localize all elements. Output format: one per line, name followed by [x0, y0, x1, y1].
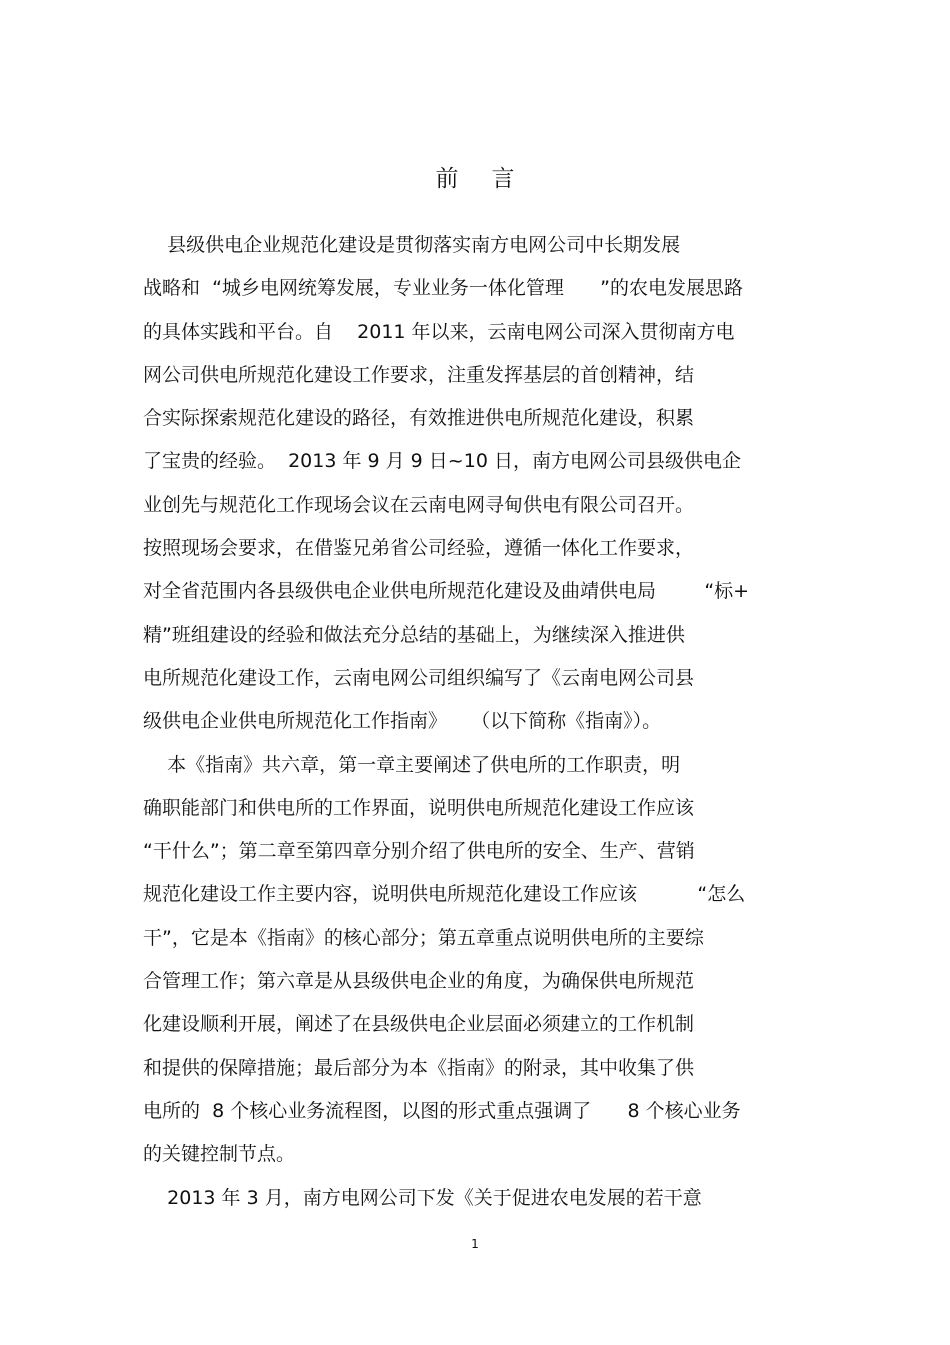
text-line: 网公司供电所规范化建设工作要求，注重发挥基层的首创精神，结 — [143, 363, 695, 386]
text-line: 的关键控制节点。 — [143, 1143, 296, 1166]
text-line: 2013 年 3 月，南方电网公司下发《关于促进农电发展的若干意 — [143, 1186, 702, 1209]
text-line: 了宝贵的经验。 2013 年 9 月 9 日~10 日，南方电网公司县级供电企 — [143, 450, 741, 473]
text-line: 化建设顺利开展，阐述了在县级供电企业层面必须建立的工作机制 — [143, 1013, 695, 1036]
text-line: 县级供电企业规范化建设是贯彻落实南方电网公司中长期发展 — [143, 234, 681, 256]
body-text — [143, 224, 843, 1220]
text-line: 精”班组建设的经验和做法充分总结的基础上，为继续深入推进供 — [143, 623, 685, 646]
text-line: 电所规范化建设工作，云南电网公司组织编写了《云南电网公司县 — [143, 666, 695, 689]
text-line: “干什么”；第二章至第四章分别介绍了供电所的安全、生产、营销 — [143, 840, 695, 863]
text-line: 对全省范围内各县级供电企业供电所规范化建设及曲靖供电局 “标+ — [143, 580, 750, 603]
text-line: 级供电企业供电所规范化工作指南》 （以下简称《指南》）。 — [143, 710, 662, 733]
text-line: 和提供的保障措施；最后部分为本《指南》的附录，其中收集了供 — [143, 1056, 695, 1079]
text-line: 本《指南》共六章，第一章主要阐述了供电所的工作职责，明 — [143, 753, 681, 776]
text-line: 战略和 “城乡电网统筹发展，专业业务一体化管理 ”的农电发展思路 — [143, 277, 744, 300]
text-line: 合管理工作；第六章是从县级供电企业的角度，为确保供电所规范 — [143, 970, 695, 993]
page-number: 1 — [471, 1237, 479, 1251]
text-line: 确职能部门和供电所的工作界面，说明供电所规范化建设工作应该 — [143, 796, 695, 819]
text-line: 合实际探索规范化建设的路径，有效推进供电所规范化建设，积累 — [143, 407, 695, 430]
page-title: 前言 — [435, 166, 548, 192]
text-line: 电所的 8 个核心业务流程图，以图的形式重点强调了 8 个核心业务 — [143, 1099, 741, 1122]
text-line: 的具体实践和平台。自 2011 年以来，云南电网公司深入贯彻南方电 — [143, 320, 735, 343]
text-line: 规范化建设工作主要内容，说明供电所规范化建设工作应该 “怎么 — [143, 883, 746, 906]
text-line: 干”，它是本《指南》的核心部分；第五章重点说明供电所的主要综 — [143, 926, 704, 949]
text-line: 业创先与规范化工作现场会议在云南电网寻甸供电有限公司召开。 — [143, 493, 695, 516]
text-line: 按照现场会要求，在借鉴兄弟省公司经验，遵循一体化工作要求， — [143, 537, 695, 560]
